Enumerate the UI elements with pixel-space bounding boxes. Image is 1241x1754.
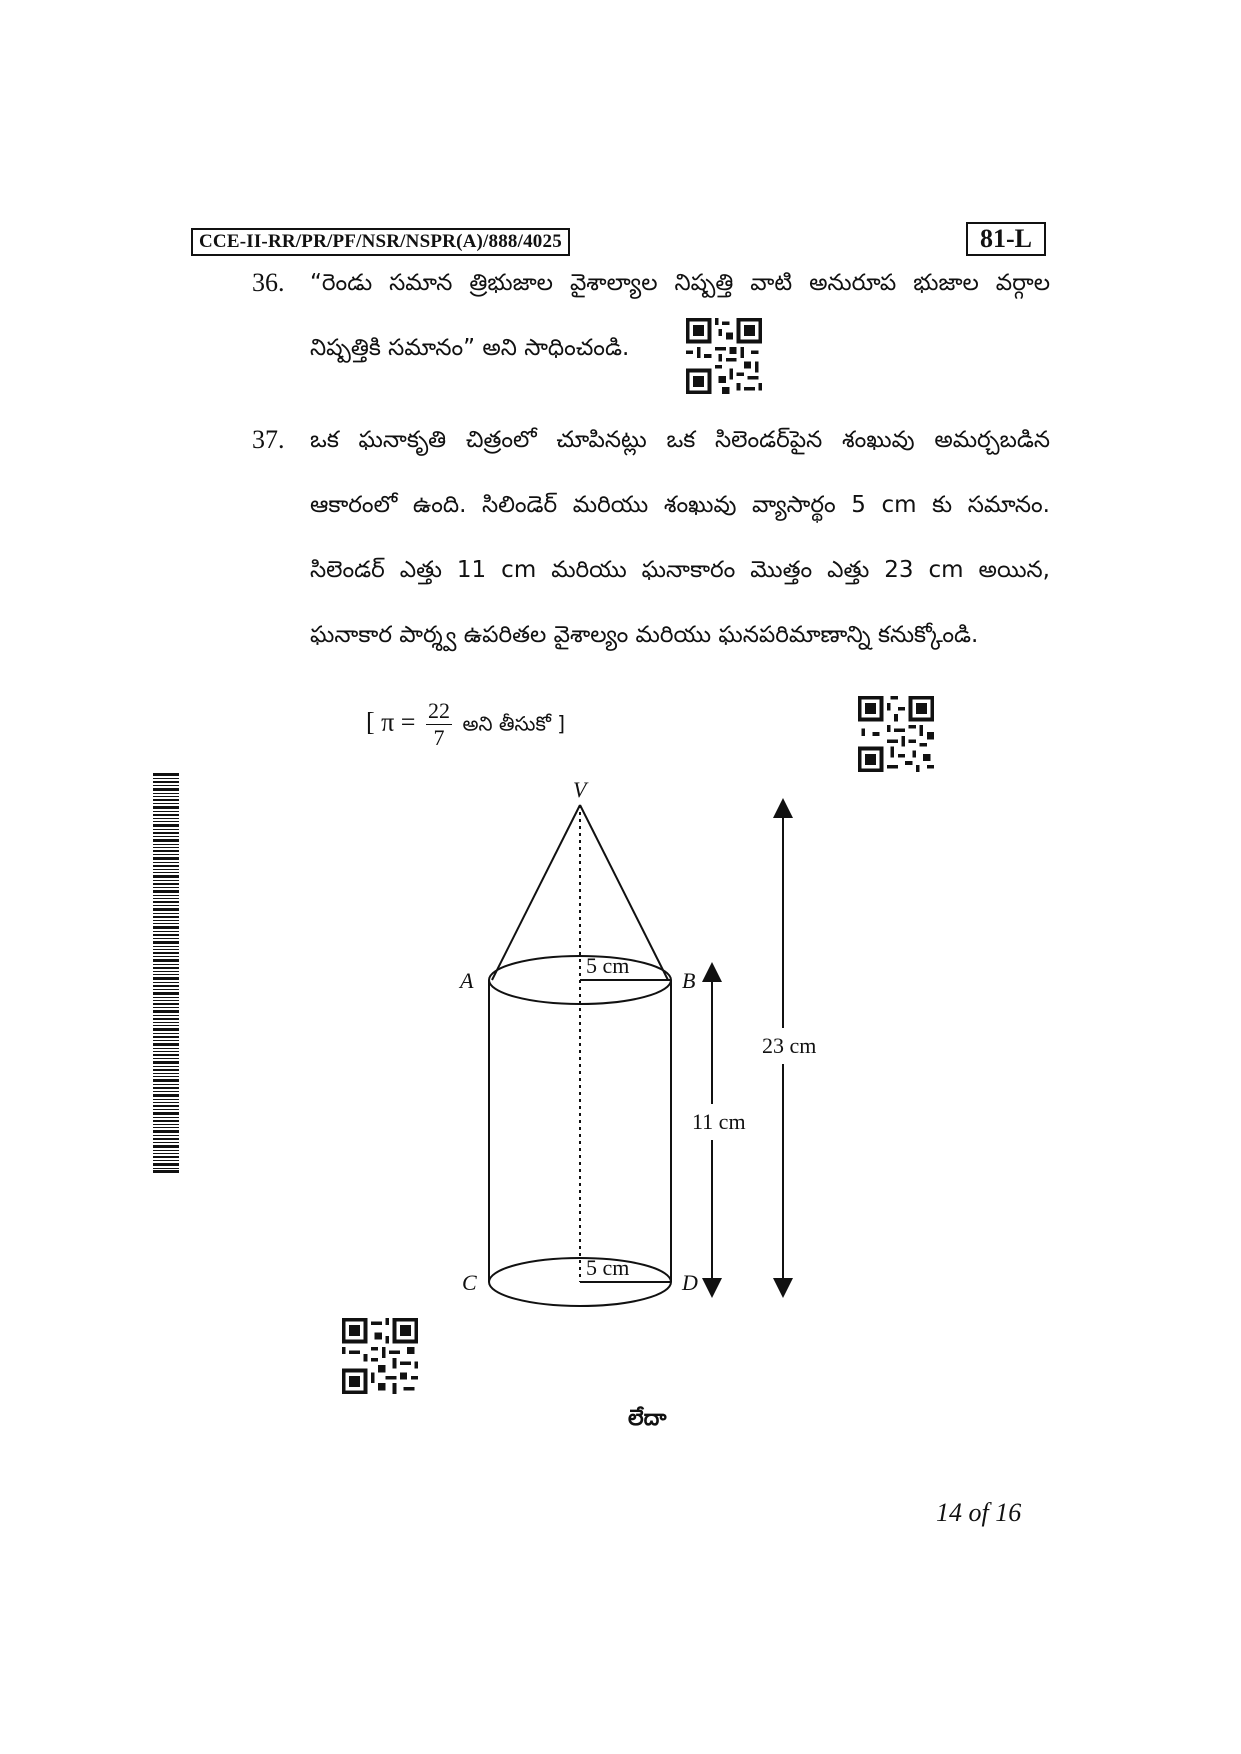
cylinder-height-label: 11 cm — [692, 1109, 746, 1134]
total-height-label: 23 cm — [762, 1033, 817, 1058]
label-c: C — [462, 1270, 477, 1295]
question-37-line-2: ఆకారంలో ఉంది. సిలిండెర్ మరియు శంఖువు వ్యాసార్థం 5 cm కు సమానం. — [310, 492, 1050, 518]
bottom-radius-label: 5 cm — [586, 1255, 630, 1280]
paper-code: CCE-II-RR/PR/PF/NSR/NSPR(A)/888/4025 — [191, 228, 570, 256]
qr-code-icon — [342, 1318, 418, 1394]
qr-code-icon — [858, 696, 934, 772]
cone-cylinder-figure — [440, 770, 880, 1330]
question-36-line-2: నిష్పత్తికి సమానం” అని సాధించండి. — [310, 335, 630, 361]
set-code: 81-L — [966, 222, 1046, 256]
pi-denominator: 7 — [433, 725, 445, 750]
label-d: D — [682, 1270, 698, 1295]
question-37-line-1: ఒక ఘనాకృతి చిత్రంలో చూపినట్లు ఒక సిలెండర్‌పైన శంఖువు అమర్చబడిన — [310, 427, 1050, 453]
cone-left-edge — [492, 805, 580, 980]
pi-suffix: అని తీసుకో ] — [462, 711, 566, 736]
question-36-number: 36. — [252, 268, 285, 297]
barcode-icon — [153, 773, 179, 1173]
top-radius-label: 5 cm — [586, 953, 630, 978]
question-37-line-3: సిలెండర్ ఎత్తు 11 cm మరియు ఘనాకారం మొత్తం ఎత్తు 23 cm అయిన, — [310, 557, 1050, 583]
pi-prefix: [ π = — [366, 707, 416, 737]
pi-note — [366, 700, 565, 749]
pi-fraction — [426, 700, 452, 749]
page-number: 14 of 16 — [936, 1498, 1022, 1527]
question-37-line-4: ఘనాకార పార్శ్వ ఉపరితల వైశాల్యం మరియు ఘనపరిమాణాన్ని కనుక్కోండి. — [310, 622, 979, 648]
question-36-line-1: “రెండు సమాన త్రిభుజాల వైశాల్యాల నిష్పత్తి వాటి అనురూప భుజాల వర్గాల — [310, 270, 1050, 296]
question-37-number: 37. — [252, 425, 285, 454]
label-v: V — [573, 777, 587, 802]
pi-numerator: 22 — [427, 698, 450, 723]
label-b: B — [682, 968, 696, 993]
or-text: లేదా — [628, 1406, 667, 1431]
qr-code-icon — [686, 318, 762, 394]
label-a: A — [460, 968, 474, 993]
